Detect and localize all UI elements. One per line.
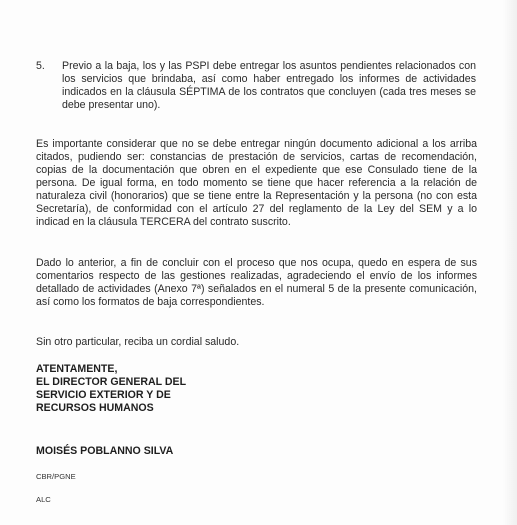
signature-salutation: ATENTAMENTE,	[36, 363, 118, 375]
numbered-item-5	[36, 60, 476, 112]
page-edge-shadow	[503, 0, 517, 525]
signer-name: MOISÉS POBLANNO SILVA	[36, 445, 174, 457]
signature-title-line-2: SERVICIO EXTERIOR Y DE	[36, 389, 171, 401]
reference-initials-2: ALC	[36, 495, 51, 504]
signature-title-line-1: EL DIRECTOR GENERAL DEL	[36, 376, 187, 388]
list-item-text: Previo a la baja, los y las PSPI debe entregar los asuntos pendientes relacionados con los servicios que brindaba, así como haber entregado los informes de actividades indicados en la cláusula SÉPTIMA de los contratos que concluyen (cada tres meses se debe presentar uno).	[62, 60, 476, 111]
closing-line: Sin otro particular, reciba un cordial saludo.	[36, 336, 240, 348]
signature-block	[36, 363, 186, 415]
paragraph-considerations: Es importante considerar que no se debe entregar ningún documento adicional a los arriba citados, pudiendo ser: constancias de prestación de servicios, cartas de recomendación, copias de la documentación que obren en el expediente que ese Consulado tiene de la persona. De igual forma, en todo momento se tiene que hacer referencia a la relación de naturaleza civil (honorarios) que se tiene entre la Representación y la persona (no con esta Secretaría), de conformidad con el artículo 27 del reglamento de la Ley del SEM y a lo indicad en la cláusula TERCERA del contrato suscrito.	[36, 138, 477, 228]
list-number: 5.	[36, 60, 45, 72]
reference-initials-1: CBR/PGNE	[36, 472, 76, 481]
paragraph-request: Dado lo anterior, a fin de concluir con el proceso que nos ocupa, quedo en espera de sus comentarios respecto de las gestiones realizadas, agradeciendo el envío de los informes detallado de actividades (Anexo 7ª) señalados en el numeral 5 de la presente comunicación, así como los formatos de baja correspondientes.	[36, 257, 477, 308]
signature-title-line-3: RECURSOS HUMANOS	[36, 402, 154, 414]
